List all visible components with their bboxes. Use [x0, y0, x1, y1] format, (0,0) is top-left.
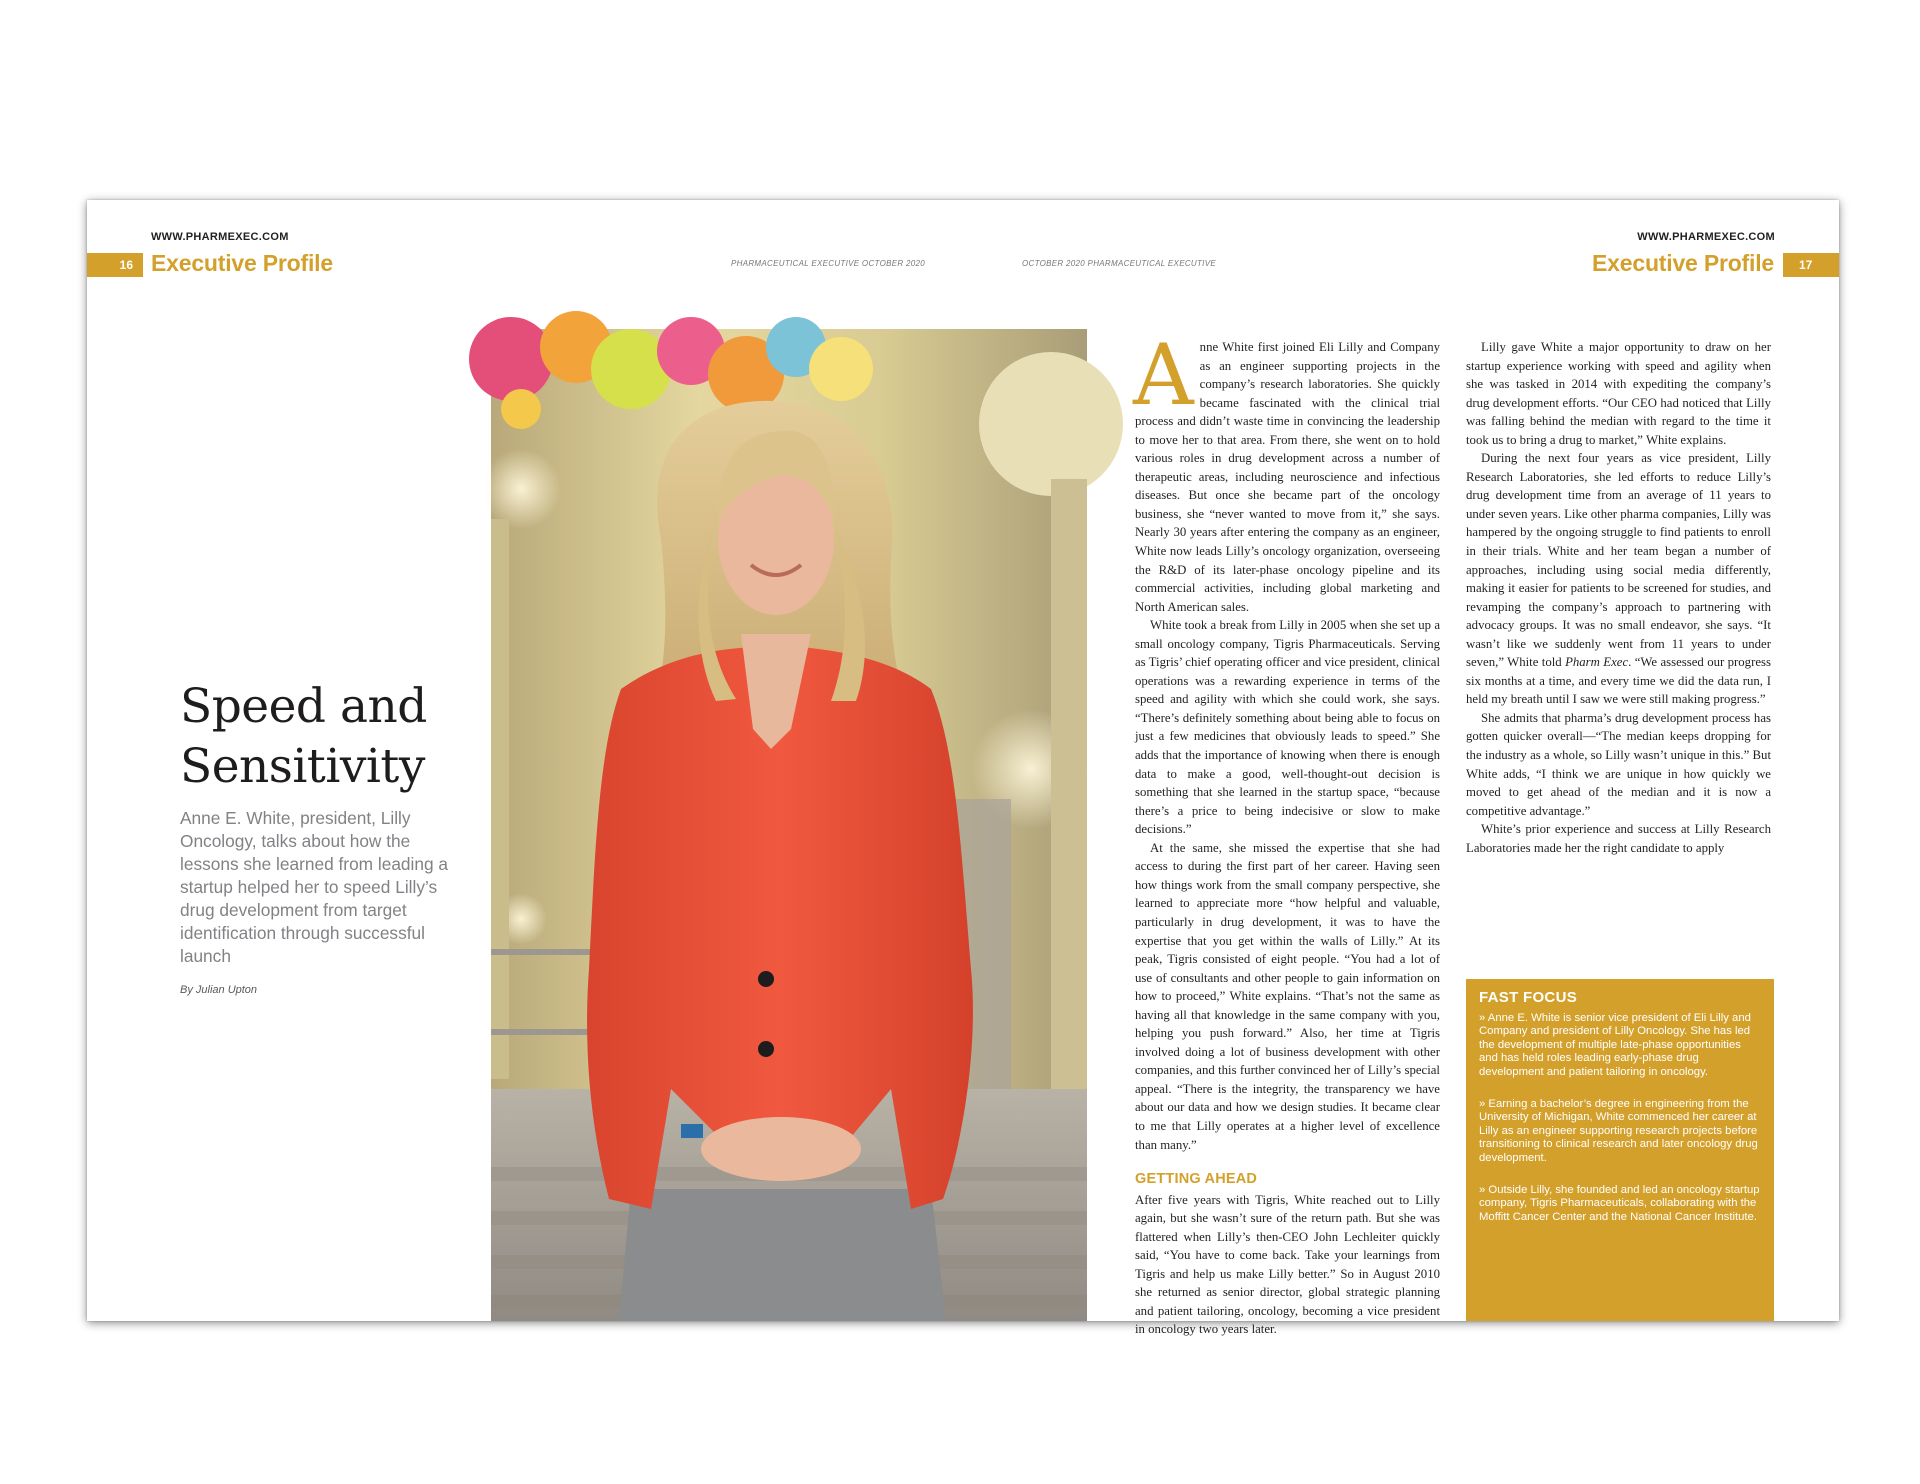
page-number-left: 16 [87, 253, 143, 277]
subhead-getting-ahead: GETTING AHEAD [1135, 1171, 1258, 1188]
publication-name: Pharm Exec [1565, 655, 1629, 670]
paragraph-8: White’s prior experience and success at Lilly Research Laboratories made her the right candidate to apply [1466, 822, 1771, 855]
fast-focus-title: FAST FOCUS [1479, 989, 1578, 1006]
article-column-2 [1466, 195, 1771, 857]
folio-right: OCTOBER 2020 PHARMACEUTICAL EXECUTIVE [1022, 259, 1216, 268]
fast-focus-item: » Earning a bachelor’s degree in engineering from the University of Michigan, White commenced her career at Lilly as an engineer supporting research projects before transitioning to clinical research and later oncology drug development. [1479, 1098, 1758, 1164]
portrait-photo [491, 329, 1087, 1321]
paragraph-6-text-b: . “We assessed our progress six months at a time, and every time we did the data run, I held my breath until I saw we were still making progress.” [1466, 655, 1771, 707]
paragraph-6 [1466, 449, 1771, 709]
paragraph-7: She admits that pharma’s drug development process has gotten quicker overall—“The median keeps dropping for the industry as a whole, so Lilly wasn’t unique in this.” But White adds, “I think we are unique in how quickly we moved to get ahead of the median and it is now a competitive advantage.” [1466, 710, 1771, 818]
section-title-left: Executive Profile [151, 250, 333, 276]
paragraph-2: White took a break from Lilly in 2005 when she set up a small oncology company, Tigris Pharmaceuticals. Serving as Tigris’ chief operating officer and vice president, clinical operations was a rewarding experience in terms of the speed and agility with which she could work, she says. “There’s definitely something about being able to focus on just a few medicines that obviously leads to speed.” She adds that the importance of knowing when there is enough data to make a good, well-thought-out decision is something that she learned in the startup space, “because there’s a price to being indecisive or slow to make decisions.” [1135, 618, 1440, 837]
page-number-right: 17 [1783, 253, 1839, 277]
fast-focus-box [1466, 979, 1774, 1321]
magazine-spread [87, 200, 1839, 1337]
paragraph-1-text: nne White first joined Eli Lilly and Company as an engineer supporting projects in the company’s research laboratories. She quickly became fascinated with the clinical trial process and didn’t waste time in convincing the leadership to move her to that area. From there, she went on to hold various roles in drug development across a number of therapeutic areas, including neuroscience and infectious diseases. But once she became part of the oncology business, she “never wanted to move from it,” she says. Nearly 30 years after entering the company as an engineer, White now leads Lilly’s oncology organization, overseeing the R&D of its later-phase oncology pipeline and its commercial activities, including global marketing and North American sales. [1135, 340, 1440, 614]
section-title-right: Executive Profile [1592, 250, 1774, 276]
fast-focus-item: » Anne E. White is senior vice president of Eli Lilly and Company and president of Lilly Oncology. She has led the development of multiple late-phase opportunities and has held roles leading early-phase drug development and patient tailoring in oncology. [1479, 1012, 1751, 1078]
website-url-left: WWW.PHARMEXEC.COM [151, 231, 289, 243]
title-line-1: Speed and [180, 679, 427, 734]
article-column-1 [1133, 326, 1440, 1339]
title-line-2: Sensitivity [180, 739, 425, 794]
paragraph-4: After five years with Tigris, White reached out to Lilly again, but she wasn’t sure of the return path. But she was flattered when Lilly’s then-CEO John Lechleiter quickly said, “You have to come back. Take your learnings from Tigris and help us make Lilly better.” So in August 2010 she returned as senior director, global strategic planning and patient tailoring, oncology, becoming a vice president in oncology two years later. [1135, 1192, 1440, 1337]
paragraph-5: Lilly gave White a major opportunity to draw on her startup experience working with speed and agility when she was tasked in 2014 with expediting the company’s drug development efforts. “Our CEO had noticed that Lilly was falling behind the median with regard to the time it took us to bring a drug to market,” White explains. [1466, 340, 1771, 447]
fast-focus-item: » Outside Lilly, she founded and led an oncology startup company, Tigris Pharmaceuticals, collaborating with the Moffitt Cancer Center and the National Cancer Institute. [1479, 1184, 1760, 1223]
website-url-right: WWW.PHARMEXEC.COM [1637, 231, 1775, 243]
drop-cap: A [1133, 326, 1194, 424]
article-title [180, 677, 510, 797]
paragraph-3: At the same, she missed the expertise that she had access to during the first part of her career. Having seen how things work from the small company perspective, she learned to appreciate more “how helpful and valuable, particularly in drug development, it was to have the expertise that you get within the walls of Lilly.” At its peak, Tigris consisted of eight people. “You had a lot of use of consultants and other people to gain information on how to proceed,” White explains. “That’s not the same as having all that knowledge in the same company with you, helping you push forward.” Also, her time at Tigris involved doing a lot of business development with other companies, and this further convinced her of Lilly’s special appeal. “There is the integrity, the transparency we have about our data and how we design studies. It became clear to me that Lilly operates at a higher level of excellence than many.” [1135, 840, 1440, 1152]
paragraph-1 [1133, 326, 1440, 616]
folio-left: PHARMACEUTICAL EXECUTIVE OCTOBER 2020 [731, 259, 925, 268]
article-deck: Anne E. White, president, Lilly Oncology, talks about how the lessons she learned from leading a startup helped her to speed Lilly’s drug development from target identification through successful launch [180, 808, 449, 966]
byline: By Julian Upton [180, 984, 258, 996]
paragraph-6-text-a: During the next four years as vice president, Lilly Research Laboratories, she led efforts to reduce Lilly’s drug development time from an average of 11 years to under seven years. Like other pharma companies, Lilly was hampered by the ongoing struggle to find patients to enroll in their trials. White and her team began a number of approaches, including using social media differently, making it easier for patients to be screened for studies, and revamping the company’s approach to partnering with advocacy groups. It was no small endeavor, she says. “It wasn’t like we suddenly went from 11 years to under seven,” White told [1466, 451, 1771, 670]
